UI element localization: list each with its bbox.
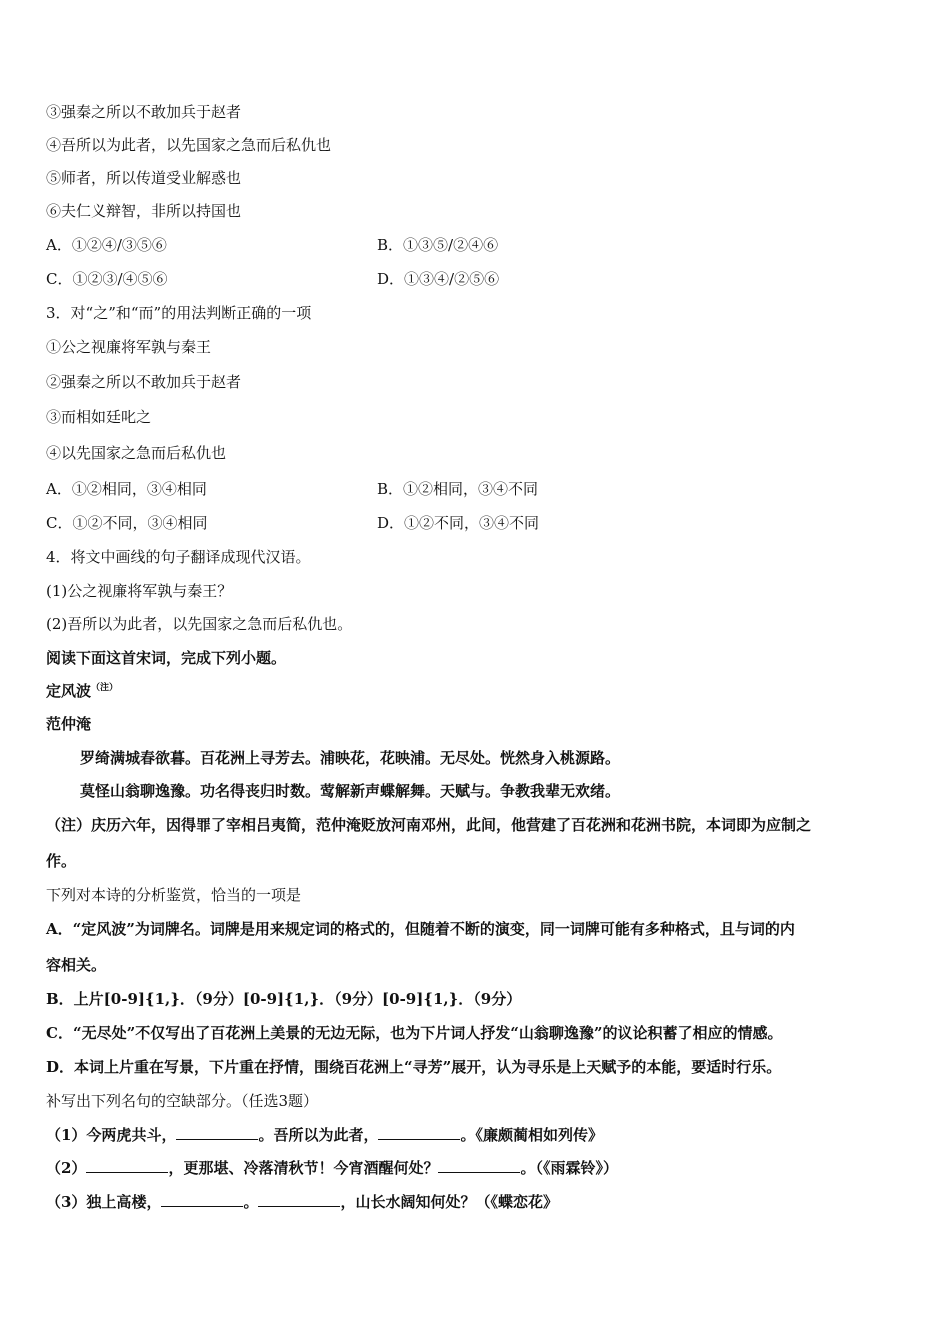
fill-3-blank-2[interactable] — [258, 1192, 340, 1207]
fill-line-2 — [46, 1158, 618, 1178]
fill-line-1 — [46, 1125, 603, 1145]
q4-stem: 4．将文中画线的句子翻译成现代汉语。 — [46, 548, 311, 566]
q2-item-6: ⑥夫仁义辩智，非所以持国也 — [46, 202, 242, 220]
q3-item-1: ①公之视廉将军孰与秦王 — [46, 338, 212, 356]
fill-3-text-a: （3）独上高楼， — [46, 1193, 162, 1211]
q2-item-4: ④吾所以为此者，以先国家之急而后私仇也 — [46, 136, 332, 154]
poem-intro: 阅读下面这首宋词，完成下列小题。 — [46, 649, 287, 667]
analysis-stem: 下列对本诗的分析鉴赏，恰当的一项是 — [46, 886, 302, 904]
q2-item-5: ⑤师者，所以传道受业解惑也 — [46, 169, 242, 187]
fill-stem: 补写出下列名句的空缺部分。（任选3题） — [46, 1092, 319, 1110]
q3-item-4: ④以先国家之急而后私仇也 — [46, 444, 227, 462]
fill-2-text-c: 。（《雨霖铃》） — [520, 1159, 618, 1177]
poem-title-text: 定风波 — [46, 682, 92, 700]
fill-1-text-a: （1）今两虎共斗， — [46, 1126, 177, 1144]
poem-line-2: 莫怪山翁聊逸豫。功名得丧归时数。莺解新声蝶解舞。天赋与。争教我辈无欢绪。 — [80, 782, 621, 800]
q2-option-b[interactable]: B．①③⑤/②④⑥ — [377, 236, 499, 254]
fill-2-blank-2[interactable] — [438, 1158, 520, 1173]
fill-3-blank-1[interactable] — [161, 1192, 243, 1207]
fill-1-blank-1[interactable] — [176, 1125, 258, 1140]
fill-3-text-b: 。 — [243, 1193, 259, 1211]
q2-option-d[interactable]: D．①③④/②⑤⑥ — [377, 270, 500, 288]
poem-note-line-1: （注）庆历六年，因得罪了宰相吕夷简，范仲淹贬放河南邓州，此间，他营建了百花洲和花洲书院，本词即为应制之 — [46, 816, 812, 834]
q2-option-c[interactable]: C．①②③/④⑤⑥ — [46, 270, 168, 288]
q2-option-a[interactable]: A．①②④/③⑤⑥ — [46, 236, 167, 254]
analysis-option-d[interactable]: D．本词上片重在写景，下片重在抒情，围绕百花洲上“寻芳”展开，认为寻乐是上天赋予的本能，要适时行乐。 — [46, 1058, 782, 1076]
poem-title — [46, 681, 118, 701]
q3-option-b[interactable]: B．①②相同，③④不同 — [377, 480, 539, 498]
q4-sentence-1: (1)公之视廉将军孰与秦王？ — [46, 582, 233, 600]
fill-1-blank-2[interactable] — [378, 1125, 460, 1140]
poem-author: 范仲淹 — [46, 715, 92, 733]
analysis-option-a-line-2[interactable]: 容相关。 — [46, 956, 107, 974]
q4-sentence-2: (2)吾所以为此者，以先国家之急而后私仇也。 — [46, 615, 353, 633]
poem-line-1: 罗绮满城春欲暮。百花洲上寻芳去。浦映花，花映浦。无尽处。恍然身入桃源路。 — [80, 749, 621, 767]
poem-note-line-2: 作。 — [46, 852, 77, 870]
q2-option-row-1 — [46, 235, 167, 255]
analysis-option-c[interactable]: C．“无尽处”不仅写出了百花洲上美景的无边无际，也为下片词人抒发“山翁聊逸豫”的议论积蓄了相应的情感。 — [46, 1024, 783, 1042]
q3-stem: 3．对“之”和“而”的用法判断正确的一项 — [46, 304, 312, 322]
q3-item-3: ③而相如廷叱之 — [46, 408, 152, 426]
q3-option-c[interactable]: C．①②不同，③④相同 — [46, 514, 208, 532]
fill-2-blank-1[interactable] — [86, 1158, 168, 1173]
q3-option-a[interactable]: A．①②相同，③④相同 — [46, 480, 207, 498]
fill-2-text-b: ，更那堪、冷落清秋节！今宵酒醒何处？ — [168, 1159, 439, 1177]
q3-option-d[interactable]: D．①②不同，③④不同 — [377, 514, 540, 532]
q3-item-2: ②强秦之所以不敢加兵于赵者 — [46, 373, 242, 391]
q2-item-3: ③强秦之所以不敢加兵于赵者 — [46, 103, 242, 121]
poem-title-note: （注） — [91, 683, 119, 693]
fill-1-text-c: 。《廉颇蔺相如列传》 — [460, 1126, 603, 1144]
fill-2-text-a: （2） — [46, 1159, 87, 1177]
fill-line-3 — [46, 1192, 558, 1212]
analysis-option-a-line-1[interactable]: A．“定风波”为词牌名。词牌是用来规定词的格式的，但随着不断的演变，同一词牌可能有多种格式，且与词的内 — [46, 920, 795, 938]
fill-3-text-c: ，山长水阔知何处？（《蝶恋花》 — [340, 1193, 558, 1211]
analysis-option-b[interactable]: B．上片[0-9]{1,}．（9分）[0-9]{1,}．（9分）[0-9]{1,}．（9分） — [46, 990, 522, 1008]
fill-1-text-b: 。吾所以为此者， — [258, 1126, 379, 1144]
